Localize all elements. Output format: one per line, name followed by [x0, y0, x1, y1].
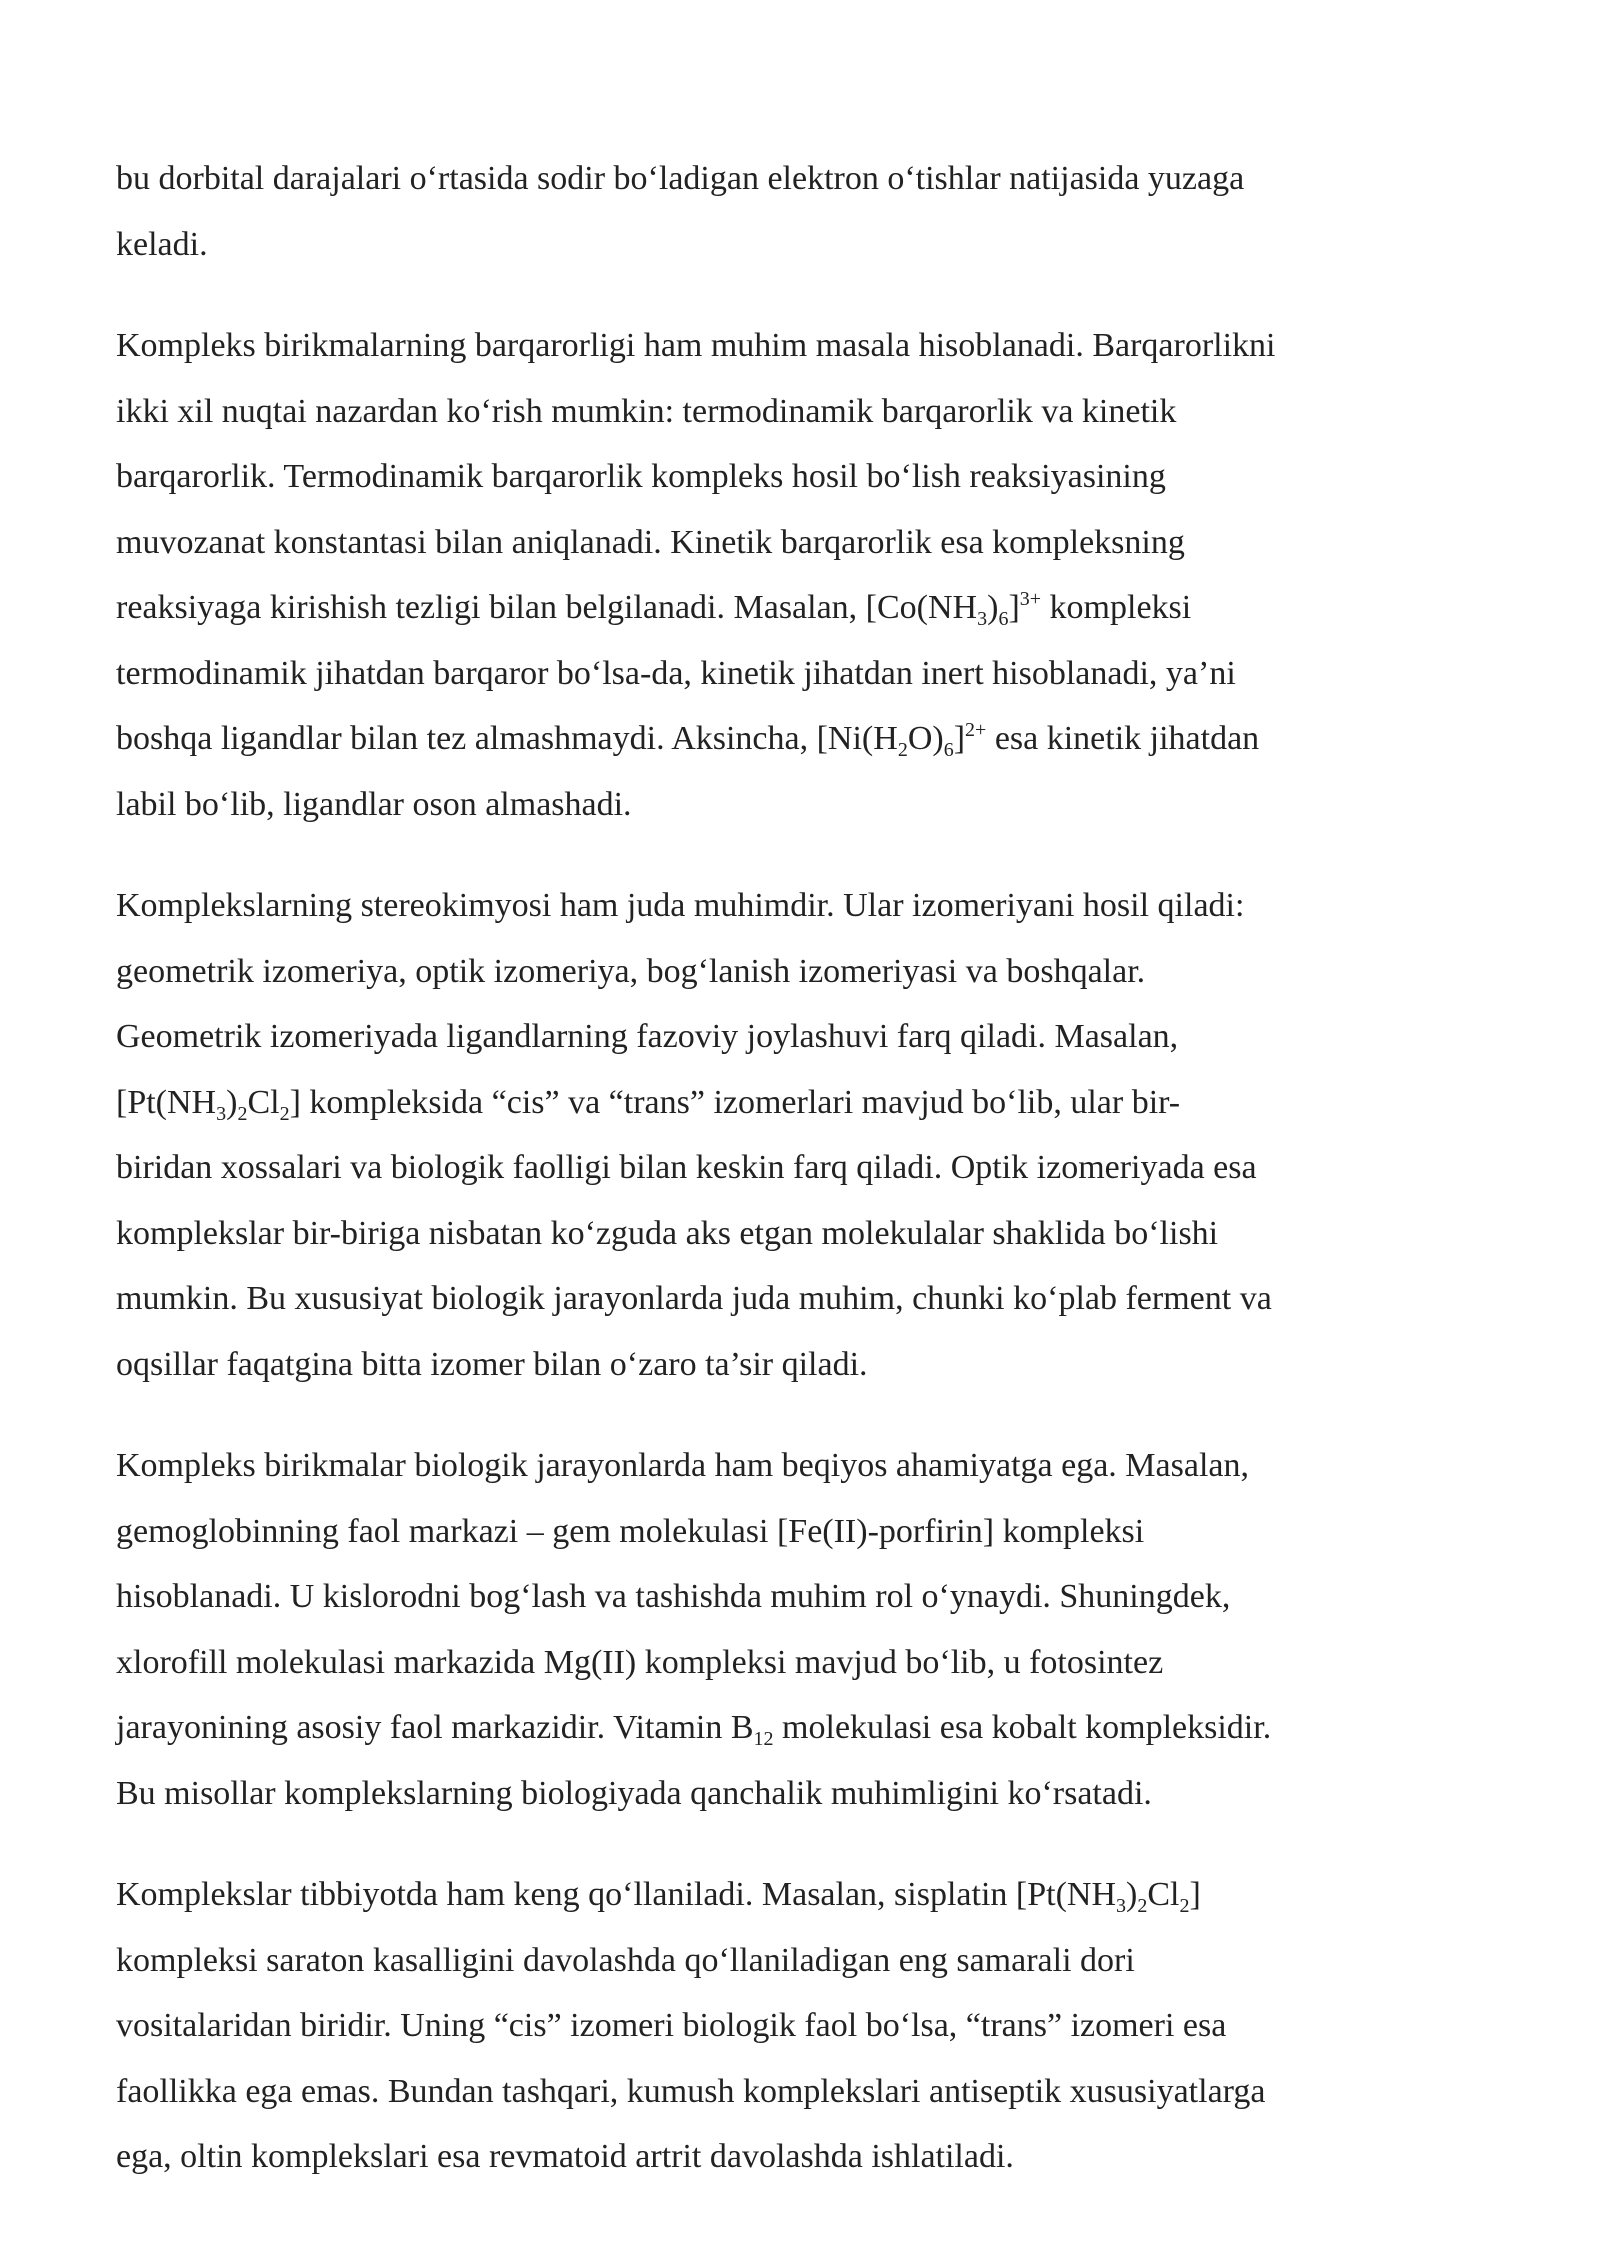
paragraph	[116, 873, 1436, 1397]
document-body	[116, 146, 1436, 2190]
text-line: ega, oltin komplekslari esa revmatoid artrit davolashda ishlatiladi.	[116, 2138, 1014, 2175]
text-line: mumkin. Bu xususiyat biologik jarayonlarda juda muhim, chunki ko‘plab ferment va	[116, 1280, 1272, 1317]
text-line: Komplekslar tibbiyotda ham keng qo‘llaniladi. Masalan, sisplatin $[Pt(NH_3)_2Cl_2]$	[116, 1876, 1201, 1917]
text-line: Kompleks birikmalar biologik jarayonlarda ham beqiyos ahamiyatga ega. Masalan,	[116, 1447, 1249, 1484]
text-line: biridan xossalari va biologik faolligi bilan keskin farq qiladi. Optik izomeriyada esa	[116, 1149, 1257, 1186]
text-line: muvozanat konstantasi bilan aniqlanadi. Kinetik barqarorlik esa kompleksning	[116, 523, 1185, 561]
paragraph	[116, 1433, 1436, 1826]
text-line: keladi.	[116, 225, 208, 263]
text-line: Bu misollar komplekslarning biologiyada qanchalik muhimligini ko‘rsatadi.	[116, 1774, 1152, 1812]
text-line: Kompleks birikmalarning barqarorligi ham muhim masala hisoblanadi. Barqarorlikni	[116, 327, 1276, 364]
text-line: gemoglobinning faol markazi – gem molekulasi [Fe(II)-porfirin] kompleksi	[116, 1512, 1145, 1550]
text-line: hisoblanadi. U kislorodni bog‘lash va tashishda muhim rol o‘ynaydi. Shuningdek,	[116, 1578, 1231, 1615]
text-line: bu dorbital darajalari o‘rtasida sodir bo‘ladigan elektron o‘tishlar natijasida yuzaga	[116, 160, 1245, 197]
text-line: geometrik izomeriya, optik izomeriya, bog‘lanish izomeriyasi va boshqalar.	[116, 952, 1146, 990]
paragraph	[116, 1862, 1436, 2190]
text-line: reaksiyaga kirishish tezligi bilan belgilanadi. Masalan, $[Co(NH_3)_6]^{3+}$ kompleksi	[116, 588, 1192, 630]
text-line: jarayonining asosiy faol markazidir. Vitamin $B_{12}$ molekulasi esa kobalt kompleksidir.	[116, 1709, 1272, 1750]
text-line: faollikka ega emas. Bundan tashqari, kumush komplekslari antiseptik xususiyatlarga	[116, 2072, 1266, 2110]
text-line: komplekslar bir-biriga nisbatan ko‘zguda aks etgan molekulalar shaklida bo‘lishi	[116, 1214, 1219, 1252]
text-line: barqarorlik. Termodinamik barqarorlik kompleks hosil bo‘lish reaksiyasining	[116, 458, 1166, 495]
text-line: termodinamik jihatdan barqaror bo‘lsa-da, kinetik jihatdan inert hisoblanadi, ya’ni	[116, 654, 1236, 692]
text-line: xlorofill molekulasi markazida Mg(II) kompleksi mavjud bo‘lib, u fotosintez	[116, 1643, 1164, 1681]
text-line: $[Pt(NH_3)_2Cl_2]$ kompleksida “cis” va “trans” izomerlari mavjud bo‘lib, ular bir-	[116, 1083, 1181, 1125]
text-line: labil bo‘lib, ligandlar oson almashadi.	[116, 785, 632, 823]
text-line: kompleksi saraton kasalligini davolashda qo‘llaniladigan eng samarali dori	[116, 1941, 1135, 1979]
text-line: oqsillar faqatgina bitta izomer bilan o‘zaro ta’sir qiladi.	[116, 1345, 868, 1383]
paragraph	[116, 313, 1436, 837]
text-line: ikki xil nuqtai nazardan ko‘rish mumkin: termodinamik barqarorlik va kinetik	[116, 392, 1177, 430]
text-line: Komplekslarning stereokimyosi ham juda muhimdir. Ular izomeriyani hosil qiladi:	[116, 887, 1245, 924]
text-line: vositalaridan biridir. Uning “cis” izomeri biologik faol bo‘lsa, “trans” izomeri esa	[116, 2007, 1227, 2044]
text-line: Geometrik izomeriyada ligandlarning fazoviy joylashuvi farq qiladi. Masalan,	[116, 1018, 1179, 1055]
text-line: boshqa ligandlar bilan tez almashmaydi. Aksincha, $[Ni(H_2O)_6]^{2+}$ esa kinetik jihatdan	[116, 719, 1260, 761]
paragraph	[116, 146, 1436, 277]
